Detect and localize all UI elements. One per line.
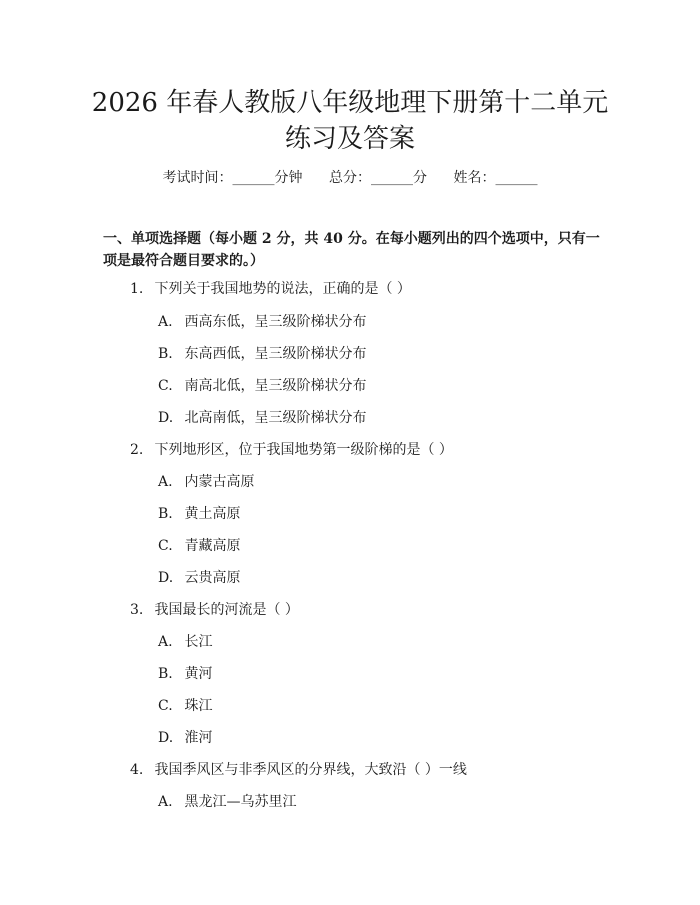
question-text: 我国最长的河流是（ ） [154, 602, 299, 618]
option-text: 北高南低，呈三级阶梯状分布 [184, 410, 367, 426]
exam-time-field: 考试时间：______分钟 [162, 170, 303, 186]
option-letter: D. [158, 730, 174, 746]
option-letter: B. [158, 346, 173, 362]
option-3c [158, 696, 212, 716]
option-letter: A. [158, 474, 173, 490]
option-letter: B. [158, 506, 173, 522]
option-text: 西高东低，呈三级阶梯状分布 [184, 314, 367, 330]
option-text: 内蒙古高原 [184, 474, 255, 490]
option-2a [158, 472, 254, 492]
option-2b [158, 504, 240, 524]
option-2d [158, 568, 240, 588]
option-3a [158, 632, 212, 652]
option-3d [158, 728, 212, 748]
option-letter: A. [158, 634, 173, 650]
option-letter: C. [158, 378, 173, 394]
question-4 [130, 760, 467, 780]
option-1a [158, 312, 366, 332]
option-1b [158, 344, 366, 364]
exam-meta [0, 168, 700, 188]
option-letter: C. [158, 538, 173, 554]
question-text: 我国季风区与非季风区的分界线，大致沿（ ）一线 [154, 762, 467, 778]
question-text: 下列关于我国地势的说法，正确的是（ ） [154, 281, 411, 297]
total-score-field: 总分：______分 [329, 170, 427, 186]
question-number: 4. [130, 762, 144, 778]
option-2c [158, 536, 240, 556]
option-text: 黄土高原 [184, 506, 241, 522]
option-3b [158, 664, 212, 684]
question-3 [130, 600, 299, 620]
option-text: 淮河 [184, 730, 213, 746]
question-number: 1. [130, 281, 144, 297]
option-text: 南高北低，呈三级阶梯状分布 [184, 378, 367, 394]
section-heading-single-choice: 一、单项选择题（每小题 2 分，共 40 分。在每小题列出的四个选项中，只有一项是最符合题目要求的。） [103, 231, 600, 269]
option-letter: A. [158, 794, 173, 810]
question-text: 下列地形区，位于我国地势第一级阶梯的是（ ） [154, 442, 453, 458]
option-1d [158, 408, 366, 428]
option-1c [158, 376, 366, 396]
option-text: 长江 [184, 634, 213, 650]
option-4a [158, 792, 296, 812]
option-letter: D. [158, 570, 174, 586]
option-letter: B. [158, 666, 173, 682]
question-number: 3. [130, 602, 144, 618]
page-title-line2: 练习及答案 [284, 124, 415, 154]
option-text: 黑龙江—乌苏里江 [184, 794, 297, 810]
question-number: 2. [130, 442, 144, 458]
option-letter: D. [158, 410, 174, 426]
option-text: 珠江 [184, 698, 213, 714]
page-title-line1: 2026 年春人教版八年级地理下册第十二单元 [91, 88, 609, 118]
option-text: 东高西低，呈三级阶梯状分布 [184, 346, 367, 362]
option-text: 青藏高原 [184, 538, 241, 554]
option-text: 云贵高原 [184, 570, 241, 586]
question-2 [130, 440, 453, 460]
option-letter: C. [158, 698, 173, 714]
question-1 [130, 279, 411, 299]
option-letter: A. [158, 314, 173, 330]
option-text: 黄河 [184, 666, 213, 682]
student-name-field: 姓名：______ [453, 170, 538, 186]
